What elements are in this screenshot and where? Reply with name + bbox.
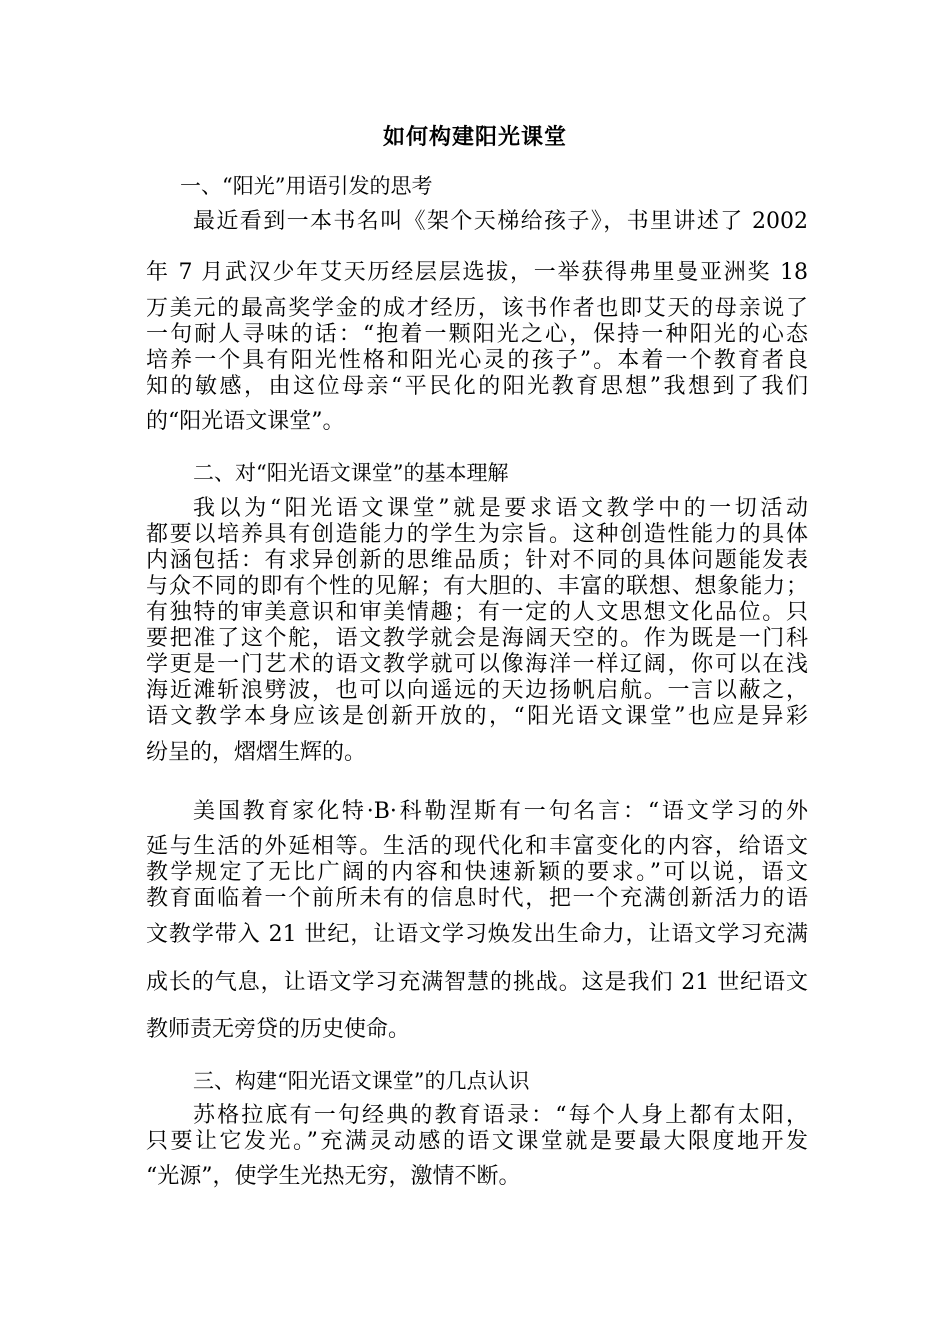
paragraph-2-line: 与众不同的即有个性的见解；有大胆的、丰富的联想、想象能力； (146, 574, 808, 599)
paragraph-2-line: 内涵包括：有求异创新的思维品质；针对不同的具体问题能发表 (146, 548, 808, 573)
paragraph-1-line: 年 7 月武汉少年艾天历经层层选拔，一举获得弗里曼亚洲奖 18 (146, 260, 808, 285)
paragraph-1-line: 知的敏感，由这位母亲“平民化的阳光教育思想”我想到了我们 (146, 374, 808, 399)
paragraph-2-line: 有独特的审美意识和审美情趣；有一定的人文思想文化品位。只 (146, 600, 808, 625)
document-title: 如何构建阳光课堂 (382, 124, 567, 150)
paragraph-4-line: 只要让它发光。”充满灵动感的语文课堂就是要最大限度地开发 (146, 1129, 808, 1154)
paragraph-3-line: 成长的气息，让语文学习充满智慧的挑战。这是我们 21 世纪语文 (146, 970, 808, 995)
paragraph-4-line: “光源”，使学生光热无穷，激情不断。 (146, 1164, 521, 1189)
section-heading-3: 三、构建“阳光语文课堂”的几点认识 (193, 1069, 530, 1093)
paragraph-3-line: 教师责无旁贷的历史使命。 (146, 1017, 411, 1042)
paragraph-3-line: 文教学带入 21 世纪，让语文学习焕发出生命力，让语文学习充满 (146, 922, 808, 947)
paragraph-2-line: 海近滩斩浪劈波，也可以向遥远的天边扬帆启航。一言以蔽之， (146, 678, 808, 703)
paragraph-1-line: 一句耐人寻味的话：“抱着一颗阳光之心，保持一种阳光的心态 (146, 322, 808, 347)
section-heading-2: 二、对“阳光语文课堂”的基本理解 (193, 461, 509, 485)
paragraph-3-line: 延与生活的外延相等。生活的现代化和丰富变化的内容，给语文 (146, 834, 808, 859)
paragraph-2-line: 学更是一门艺术的语文教学就可以像海洋一样辽阔，你可以在浅 (146, 652, 808, 677)
paragraph-1-line: 最近看到一本书名叫《架个天梯给孩子》，书里讲述了 2002 (193, 209, 808, 234)
paragraph-3-line: 教育面临着一个前所未有的信息时代，把一个充满创新活力的语 (146, 886, 808, 911)
paragraph-3-line: 教学规定了无比广阔的内容和快速新颖的要求。”可以说，语文 (146, 860, 808, 885)
paragraph-1-line: 万美元的最高奖学金的成才经历，该书作者也即艾天的母亲说了 (146, 296, 808, 321)
paragraph-2-line: 纷呈的，熠熠生辉的。 (146, 740, 367, 765)
paragraph-1-line: 的“阳光语文课堂”。 (146, 409, 345, 434)
paragraph-2-line: 我以为“阳光语文课堂”就是要求语文教学中的一切活动 (193, 496, 808, 521)
section-heading-1: 一、“阳光”用语引发的思考 (180, 174, 433, 198)
paragraph-2-line: 语文教学本身应该是创新开放的，“阳光语文课堂”也应是异彩 (146, 704, 808, 729)
paragraph-3-line: 美国教育家化特·B·科勒涅斯有一句名言：“语文学习的外 (193, 799, 808, 824)
paragraph-2-line: 要把准了这个舵，语文教学就会是海阔天空的。作为既是一门科 (146, 626, 808, 651)
paragraph-1-line: 培养一个具有阳光性格和阳光心灵的孩子”。本着一个教育者良 (146, 348, 808, 373)
paragraph-2-line: 都要以培养具有创造能力的学生为宗旨。这种创造性能力的具体 (146, 522, 808, 547)
paragraph-4-line: 苏格拉底有一句经典的教育语录：“每个人身上都有太阳， (193, 1103, 808, 1128)
